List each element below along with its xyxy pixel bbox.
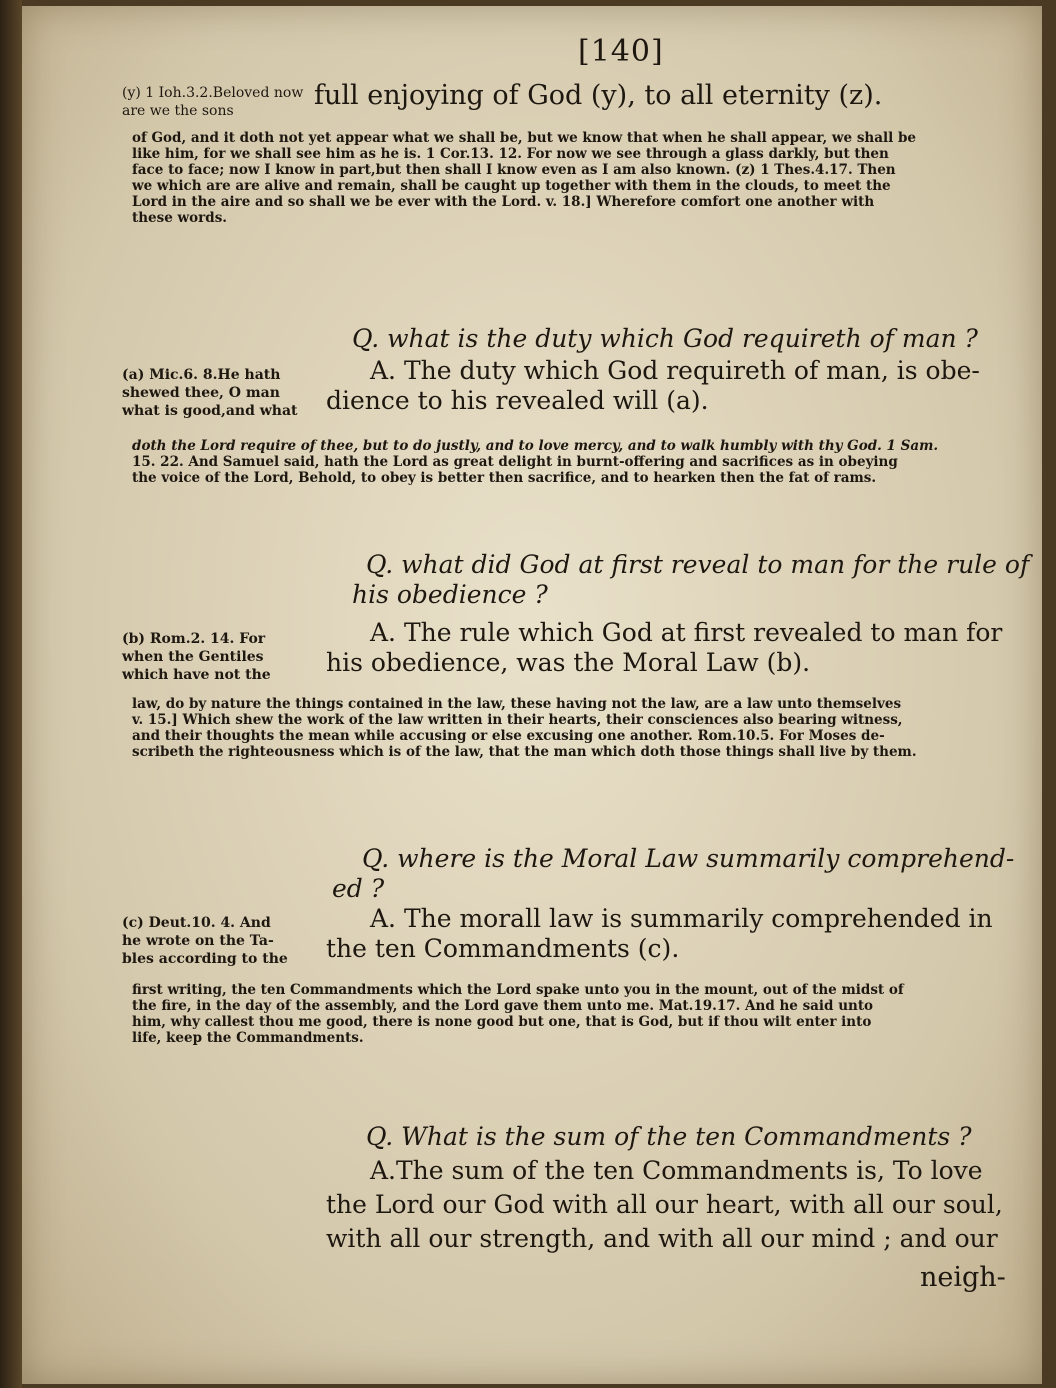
question-heading: Q. What is the sum of the ten Commandments ? bbox=[366, 1122, 972, 1151]
question-heading bbox=[332, 844, 1032, 904]
question-line: ed ? bbox=[332, 874, 385, 903]
note-head-line: (c) Deut.10. 4. And bbox=[122, 915, 271, 931]
answer-line: A. The rule which God at first revealed to man for bbox=[370, 618, 1003, 647]
note-line: law, do by nature the things contained in the law, these having not the law, are a law unto themselves bbox=[132, 696, 902, 712]
answer-line: A.The sum of the ten Commandments is, To love bbox=[370, 1156, 983, 1185]
note-line: the fire, in the day of the assembly, and the Lord gave them unto me. Mat.19.17. And he said unto bbox=[132, 998, 874, 1014]
book-page bbox=[22, 6, 1042, 1384]
page-number: [140] bbox=[578, 34, 664, 69]
bleed-through-text bbox=[82, 274, 88, 296]
answer-line: his obedience, was the Moral Law (b). bbox=[326, 648, 811, 677]
note-head-line: (a) Mic.6. 8.He hath bbox=[122, 367, 281, 383]
note-head-line: (b) Rom.2. 14. For bbox=[122, 631, 266, 647]
answer-line: A. The morall law is summarily comprehended in bbox=[370, 904, 993, 933]
answer-text bbox=[326, 618, 1026, 678]
answer-text bbox=[326, 356, 1026, 416]
scripture-note-head bbox=[122, 630, 342, 684]
catchword: neigh- bbox=[920, 1262, 1006, 1293]
note-head-line: which have not the bbox=[122, 667, 271, 683]
note-head-line: he wrote on the Ta- bbox=[122, 933, 274, 949]
question-heading bbox=[352, 550, 1032, 610]
question-line: Q. what did God at first reveal to man for the rule of bbox=[366, 550, 1030, 579]
note-head-line: bles according to the bbox=[122, 951, 288, 967]
note-line: him, why callest thou me good, there is none good but one, that is God, but if thou wilt enter into bbox=[132, 1014, 872, 1030]
note-line: and their thoughts the mean while accusing or else excusing one another. Rom.10.5. For Moses de- bbox=[132, 728, 885, 744]
scripture-note-block bbox=[132, 438, 1012, 486]
scripture-note-head bbox=[122, 366, 342, 420]
scripture-note-head bbox=[122, 914, 342, 968]
question-line: his obedience ? bbox=[352, 580, 548, 609]
note-line: v. 15.] Which shew the work of the law written in their hearts, their consciences also bearing witness, bbox=[132, 712, 903, 728]
note-line: the voice of the Lord, Behold, to obey is better then sacrifice, and to hearken then the fat of rams. bbox=[132, 470, 877, 486]
answer-line: the ten Commandments (c). bbox=[326, 934, 680, 963]
note-line: scribeth the righteousness which is of the law, that the man which doth those things shall live by them. bbox=[132, 744, 917, 760]
answer-line: A. The duty which God requireth of man, is obe- bbox=[370, 356, 980, 385]
note-line: doth the Lord require of thee, but to do justly, and to love mercy, and to walk humbly with thy God. 1 Sam. bbox=[132, 438, 939, 454]
note-line: face to face; now I know in part,but then shall I know even as I am also known. (z) 1 Thes.4.17. Then bbox=[132, 162, 896, 178]
book-spine-shadow bbox=[0, 0, 22, 1388]
note-line: these words. bbox=[132, 210, 228, 226]
scripture-note-head bbox=[122, 84, 312, 120]
question-line: Q. where is the Moral Law summarily comprehend- bbox=[362, 844, 1015, 873]
note-head-text: (y) 1 Ioh.3.2.Beloved now are we the sons bbox=[122, 85, 304, 119]
note-head-line: what is good,and what bbox=[122, 403, 298, 419]
note-line: we which are are alive and remain, shall be caught up together with them in the clouds, to meet the bbox=[132, 178, 891, 194]
question-heading: Q. what is the duty which God requireth of man ? bbox=[352, 324, 978, 353]
note-line: Lord in the aire and so shall we be ever with the Lord. v. 18.] Wherefore comfort one another with bbox=[132, 194, 875, 210]
answer-line: with all our strength, and with all our mind ; and our bbox=[326, 1224, 998, 1253]
note-head-line: shewed thee, O man bbox=[122, 385, 280, 401]
scripture-note-block bbox=[132, 130, 1012, 226]
answer-line: the Lord our God with all our heart, with all our soul, bbox=[326, 1190, 1003, 1219]
note-head-line: when the Gentiles bbox=[122, 649, 264, 665]
answer-text bbox=[326, 1154, 1026, 1256]
answer-continued: full enjoying of God (y), to all eternity (z). bbox=[314, 80, 883, 111]
scripture-note-block bbox=[132, 696, 1012, 760]
answer-text bbox=[326, 904, 1026, 964]
note-line: 15. 22. And Samuel said, hath the Lord as great delight in burnt-offering and sacrifices as in obeying bbox=[132, 454, 898, 470]
note-line: of God, and it doth not yet appear what we shall be, but we know that when he shall appear, we shall be bbox=[132, 130, 916, 146]
note-line: like him, for we shall see him as he is. 1 Cor.13. 12. For now we see through a glass darkly, but then bbox=[132, 146, 889, 162]
note-line: first writing, the ten Commandments which the Lord spake unto you in the mount, out of the midst of bbox=[132, 982, 904, 998]
note-line: life, keep the Commandments. bbox=[132, 1030, 364, 1046]
answer-line: dience to his revealed will (a). bbox=[326, 386, 709, 415]
scripture-note-block bbox=[132, 982, 1012, 1046]
